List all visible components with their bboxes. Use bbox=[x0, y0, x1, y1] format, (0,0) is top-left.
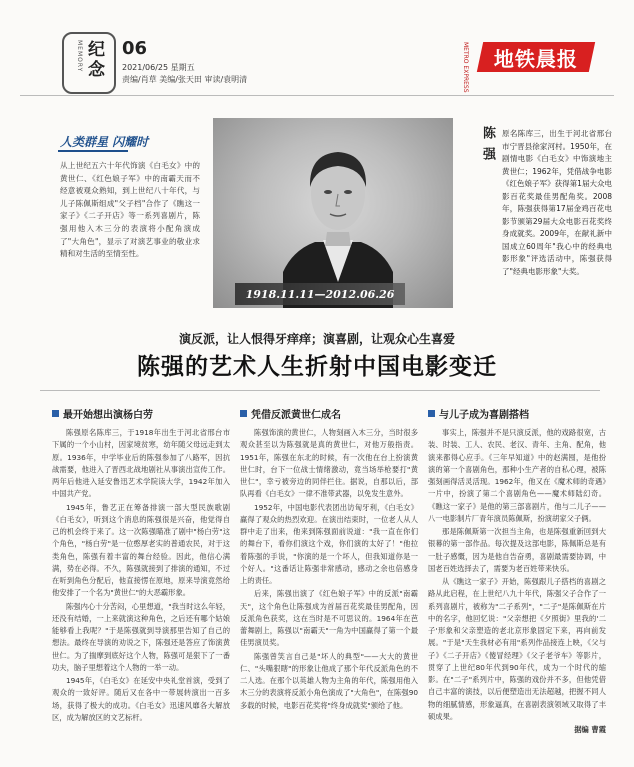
logo-text: 地铁晨报 bbox=[494, 46, 578, 71]
paragraph: 事实上，陈强并不是只演反派，他的戏路很宽，古装、时装、工人、农民、老汉、青年、主角、配角，他演来都得心应手。《三年早知道》中的赵满囤，是他扮演的第一个喜剧角色，那种小生产者的自私心理，被陈强刻画得活灵活现。1962年，他又在《魔术师的奇遇》一片中，扮演了第二个喜剧角色——魔术师陆幻奇。《瞧这一家子》是他的第三部喜剧片，他与二儿子——八一电影制片厂青年演员陈佩斯，扮演胡家父子俩。 bbox=[428, 428, 606, 523]
paragraph: 陈强内心十分苦闷，心里想道，"我当时这么年轻，还没有结婚，一上来就演这种角色，之后还有哪个姑娘能够看上我呢？"于是陈强就到导演那里告知了自己的想法。最终在导演的劝说之下，陈强还是答应了饰演黄世仁。为了揣摩到底好这个人物，陈强可是狠下了一番功夫，脑子里想着这个人物的一举一动。 bbox=[52, 601, 230, 672]
article-column-1 bbox=[52, 406, 230, 725]
column-heading-text: 与儿子成为喜剧搭档 bbox=[439, 410, 529, 421]
column-heading-2 bbox=[240, 406, 418, 421]
bio-name: 陈强 bbox=[480, 126, 495, 168]
issue-date: 2021/06/25 星期五 bbox=[122, 63, 195, 72]
paragraph: 1945年，鲁艺正在筹备排演一部大型民族歌剧《白毛女》，听到这个消息的陈强很是兴奋，他觉得自己的机会终于来了。这一次陈强瞄准了剧中"杨白劳"这个角色，"杨白劳"是一位憨厚老实的普通农民，对于这类角色，陈强有着丰富的舞台经验。因此，他信心满满，势在必得。不久，陈强就接到了排演的通知，不过在听到角色分配后，他直接愣在原地，原来导演竟然给他安排了一个名为"黄世仁"的大恶霸形象。 bbox=[52, 502, 230, 598]
heading-marker-icon bbox=[52, 410, 59, 417]
title-divider bbox=[40, 390, 600, 391]
bio-text: 原名陈库三，出生于河北省邢台市宁晋县徐家河村。1950年，在剧情电影《白毛女》中饰演地主黄世仁；1962年，凭借战争电影《红色娘子军》获得第1届大众电影百花奖最佳男配角奖。2008年，陈强获得第17届金鸡百花电影节颁第29届大众电影百花奖终身成就奖。2009年，在献礼新中国成立60周年"我心中的经典电影形象"评选活动中，陈强获得了"经典电影形象"大奖。 bbox=[502, 129, 612, 276]
article-column-2 bbox=[240, 406, 418, 713]
column-heading-text: 最开始想出演杨白劳 bbox=[63, 410, 153, 421]
column-heading-text: 凭借反派黄世仁成名 bbox=[251, 410, 341, 421]
article-title: 陈强的艺术人生折射中国电影变迁 bbox=[137, 354, 497, 380]
heading-marker-icon bbox=[428, 410, 435, 417]
portrait-figure bbox=[283, 132, 393, 308]
editorial-staff: 责编/肖草 美编/张天田 审读/袁明清 bbox=[122, 75, 248, 84]
header-divider bbox=[20, 95, 614, 96]
paragraph: 1952年，中国电影代表团出访匈牙利，《白毛女》赢得了观众的热烈欢迎。在演出结束时，一位老人从人群中走了出来，他来到陈强面前说道："我一直在你们的舞台下，看你们演这个戏，你们演的太好了！"他拉着陈强的手说，"你演的是一个坏人，但我知道你是一个好人。"这番话让陈强非常感动，感动之余也倍感身上的责任。 bbox=[240, 502, 418, 585]
section-title: 纪念 bbox=[88, 40, 105, 80]
column-heading-3 bbox=[428, 406, 606, 421]
byline: 据编 曹霞 bbox=[574, 725, 606, 734]
paragraph: 陈强饰演的黄世仁，人物刻画入木三分，当时很多观众甚至以为陈强就是真的黄世仁，对他万般指责。1951年，陈强在东北的时候，有一次他在台上扮演黄世仁时，台下一位战士情绪激动，竟当场举枪要打"黄世仁"，幸亏被旁边的同伴拦住。据说，自那以后，部队再看《白毛女》一律不准带武器，以免发生意外。 bbox=[240, 428, 418, 499]
page-number: 06 bbox=[122, 38, 148, 59]
column-heading-1 bbox=[52, 406, 230, 421]
paragraph: 后来，陈强出演了《红色娘子军》中的反派"南霸天"，这个角色让陈强成为首届百花奖最佳男配角，因反派角色获奖，这在当时是不可思议的。1964年在芭蕾舞剧上，陈强以"南霸天"一角为中国赢得了第一个最佳男演员奖。 bbox=[240, 589, 418, 648]
sidebar-title: 人类群星 闪耀时 bbox=[60, 135, 149, 149]
paragraph: 那是陈佩斯第一次担当主角，也是陈强重新回到大银幕的第一部作品。每次提及这部电影，陈佩斯总是有一肚子感慨，因为是他自告奋勇，喜剧最需要协调，中国老百姓选择去了，需要为老百姓带来快乐。 bbox=[428, 527, 606, 573]
paragraph: 从《瞧这一家子》开始，陈强跟儿子搭档的喜剧之路从此启程，在上世纪八九十年代，陈强父子合作了一系列喜剧片，被称为"二子系列"，"二子"是陈佩斯在片中的名字，他回忆说："父亲想把《夕照街》里我的'二子'形象和父亲塑造的老北京形象固定下来，再向前发展。"于是"天生我材必有用"系列作品接连上映，《父与子》《二子开店》《傻冒经理》《父子老爷车》等影片，贯穿了上世纪80年代到90年代，成为一个时代的缩影。在"二子"系列片中，陈强的戏份并不多，但他凭借自己丰富的演技，以后便塑造出无法超越，把握不同人物的细腻情感，形象逼真，在喜剧表演领域又取得了丰硕成果。 bbox=[428, 577, 606, 721]
paragraph: 陈强曾笑言自己是"坏人的典型"——大大的黄世仁、"头嘴狠瞎"的形象让他成了那个年代反派角色的不二人选。在那个以英雄人物为主角的年代，陈强用他入木三分的表演将反派小角色演成了"大角色"，在陈强90多载的时候，电影百花奖将"终身成就奖"颁给了他。 bbox=[240, 651, 418, 710]
article-subtitle: 演反派，让人恨得牙痒痒；演喜剧，让观众心生喜爱 bbox=[178, 332, 455, 346]
logo-side-text: METRO EXPRESS bbox=[462, 42, 469, 93]
sidebar-text: 从上世纪五六十年代饰演《白毛女》中的黄世仁、《红色娘子军》中的南霸天而不经意被观众熟知，到上世纪八十年代，与儿子陈佩斯组成"父子档"合作了《瞧这一家子》《二子开店》等一系列喜剧片，陈强用他入木三分的表演将小配角演成了"大角色"，显示了对演艺事业的敬业求精和对生活的至情至性。 bbox=[60, 161, 200, 259]
paragraph: 1945年，《白毛女》在延安中央礼堂首演，受到了观众的一致好评。随后又在各中一带展转演出一百多场，获得了极大的成功。《白毛女》迅速风靡各大解放区，成为解放区的文艺标杆。 bbox=[52, 676, 230, 722]
article-column-3 bbox=[428, 406, 606, 737]
portrait-photo bbox=[213, 118, 453, 308]
section-english-label: MEMORY bbox=[76, 40, 83, 73]
newspaper-logo bbox=[477, 42, 595, 72]
sidebar-divider bbox=[58, 150, 128, 152]
lifespan-banner: 1918.11.11—2012.06.26 bbox=[235, 283, 405, 305]
paragraph: 陈强原名陈库三，于1918年出生于河北省邢台市下属的一个小山村，因家境贫寒，幼年随父母远走到太原。1936年，中学毕业后的陈强参加了八路军，因抗战需要，他进入了晋西北战地剧社从事演出宣传工作。两年后他进入延安鲁迅艺术学院读大学，1942年加入中国共产党。 bbox=[52, 428, 230, 499]
heading-marker-icon bbox=[240, 410, 247, 417]
